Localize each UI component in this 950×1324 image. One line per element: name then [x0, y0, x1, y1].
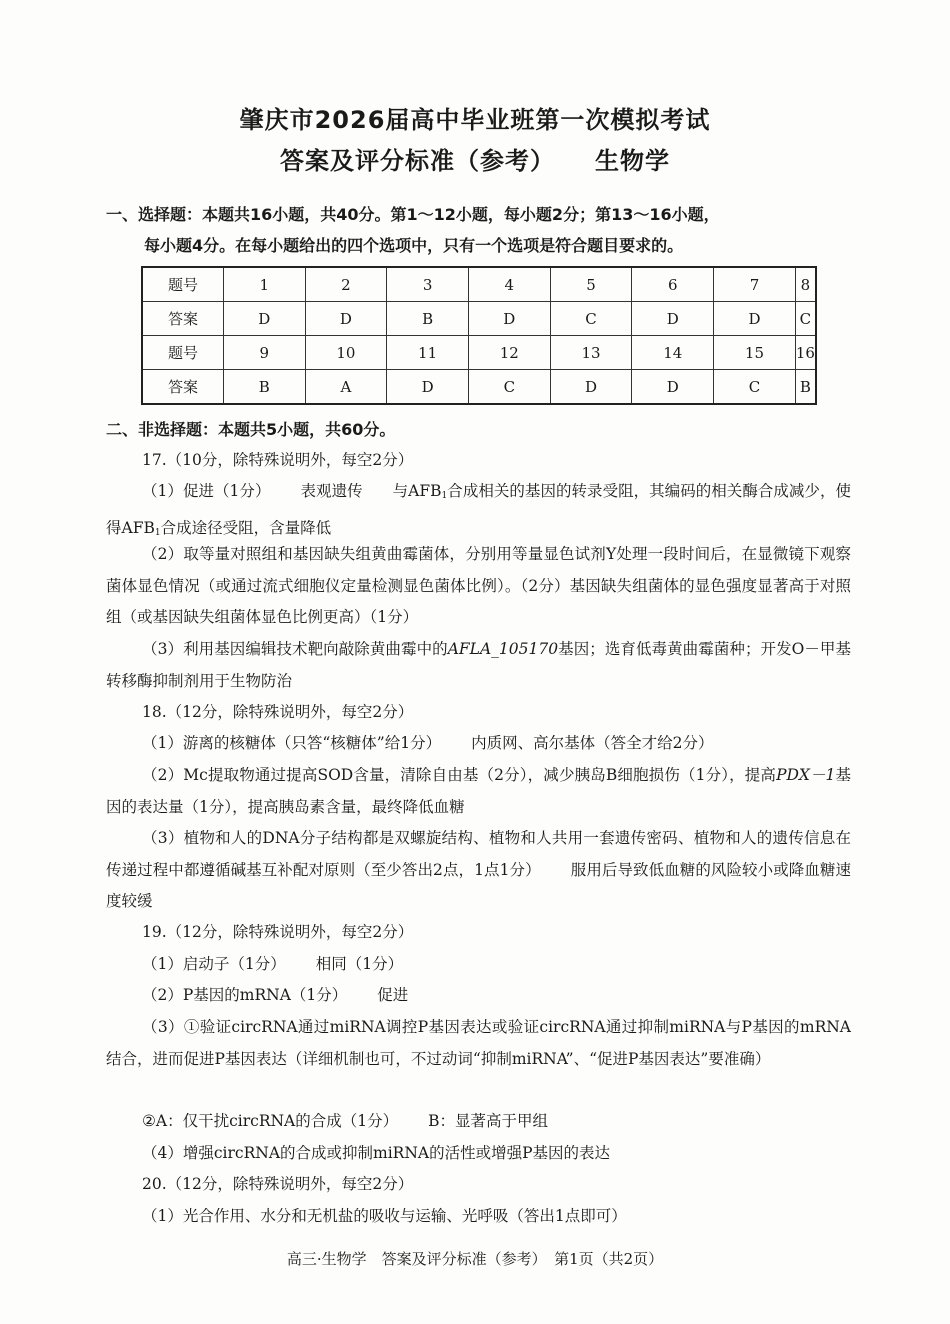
section1-line2: 每小题4分。在每小题给出的四个选项中，只有一个选项是符合题目要求的。	[144, 236, 684, 255]
q19-part2-b: 促进	[377, 986, 409, 1004]
q18-part2	[106, 760, 851, 823]
table-cell: 答案	[142, 302, 224, 336]
page-footer: 高三·生物学 答案及评分标准（参考） 第1页（共2页）	[286, 1250, 664, 1268]
table-row	[142, 336, 816, 370]
table-cell: 6	[632, 267, 714, 302]
q19-heading: 19.（12分，除特殊说明外，每空2分）	[142, 923, 414, 941]
q17-part2: （2）取等量对照组和基因缺失组黄曲霉菌体，分别用等量显色试剂Y处理一段时间后，在显微镜下观察菌体显色情况（或通过流式细胞仪定量检测显色菌体比例）。（2分）基因缺失组菌体的显色强度显著高于对照组（或基因缺失组菌体显色比例更高）（1分）	[106, 545, 851, 626]
table-cell: 7	[714, 267, 796, 302]
table-cell: C	[468, 370, 550, 405]
table-cell: B	[387, 302, 469, 336]
q17-heading: 17.（10分，除特殊说明外，每空2分）	[142, 451, 414, 469]
q18-part2-a: （2）Mc提取物通过提高SOD含量，清除自由基（2分），减少胰岛B细胞损伤（1分），提高	[142, 766, 777, 784]
table-cell: 1	[224, 267, 305, 302]
q19-part4: （4）增强circRNA的合成或抑制miRNA的活性或增强P基因的表达	[142, 1144, 611, 1162]
table-cell: D	[387, 370, 469, 405]
table-cell: C	[714, 370, 796, 405]
table-cell: 题号	[142, 267, 224, 302]
table-cell: 14	[632, 336, 714, 370]
section1-line1: 一、选择题：本题共16小题，共40分。第1～12小题，每小题2分；第13～16小题，	[106, 205, 720, 224]
table-cell: 5	[550, 267, 632, 302]
table-cell: 15	[714, 336, 796, 370]
q17-part1-b: 表观遗传	[300, 482, 363, 500]
table-cell: D	[550, 370, 632, 405]
table-cell: D	[224, 302, 305, 336]
q20-part1: （1）光合作用、水分和无机盐的吸收与运输、光呼吸（答出1点即可）	[142, 1207, 627, 1225]
table-cell: D	[632, 302, 714, 336]
q19-part3-2b: B：显著高于甲组	[428, 1112, 549, 1130]
exam-title: 肇庆市2026届高中毕业班第一次模拟考试	[239, 106, 711, 134]
table-cell: 12	[468, 336, 550, 370]
q17-gene-name: AFLA_105170	[447, 640, 559, 658]
q20-heading: 20.（12分，除特殊说明外，每空2分）	[142, 1175, 414, 1193]
q17-part1-sub2: 1	[154, 527, 161, 538]
table-cell: C	[550, 302, 632, 336]
table-cell: 9	[224, 336, 305, 370]
q19-part3: （3）①验证circRNA通过miRNA调控P基因表达或验证circRNA通过抑制miRNA与P基因的mRNA结合，进而促进P基因表达（详细机制也可，不过动词“抑制miRNA”、“促进P基因表达”要准确）	[106, 1018, 851, 1068]
table-cell: B	[795, 370, 816, 405]
q19-part3-2	[106, 1106, 851, 1138]
q17-part1-d: 合成相关的基因的转录受阻，其编码的相关酶合成减少，使得AFB	[106, 482, 851, 537]
table-cell: 10	[305, 336, 387, 370]
table-row	[142, 370, 816, 405]
q17-part3	[106, 634, 851, 697]
q17-part1-e: 合成途径受阻，含量降低	[160, 518, 332, 537]
q18-part2-b: 基因的表达量（1分），提高胰岛素含量，最终降低血糖	[106, 766, 851, 816]
subject-text: 生物学	[595, 147, 670, 175]
table-cell: D	[305, 302, 387, 336]
table-cell: 13	[550, 336, 632, 370]
q18-heading: 18.（12分，除特殊说明外，每空2分）	[142, 703, 414, 721]
section2-heading: 二、非选择题：本题共5小题，共60分。	[106, 420, 396, 439]
q18-part3-b: 服用后导致低血糖的风险较小或降血糖速度较缓	[106, 860, 851, 910]
q17-part1-c: 与AFB	[392, 482, 442, 500]
table-row	[142, 267, 816, 302]
table-cell: 8	[795, 267, 816, 302]
table-cell: 11	[387, 336, 469, 370]
q17-part1-sub: 1	[441, 491, 448, 501]
q18-part1-b: 内质网、高尔基体（答全才给2分）	[471, 734, 714, 752]
q19-part1-a: （1）启动子（1分）	[142, 955, 286, 973]
q19-part2-a: （2）P基因的mRNA（1分）	[142, 986, 348, 1004]
q18-part3	[106, 823, 851, 918]
answer-table	[141, 266, 817, 405]
q17-part1-a: （1）促进（1分）	[142, 482, 271, 500]
table-cell: D	[632, 370, 714, 405]
q19-part1	[106, 949, 851, 981]
table-cell: C	[795, 302, 816, 336]
q19-part3-2a: ②A：仅干扰circRNA的合成（1分）	[142, 1112, 399, 1130]
section1-heading	[106, 199, 851, 261]
table-cell: A	[305, 370, 387, 405]
q18-part1	[106, 728, 851, 760]
table-cell: D	[714, 302, 796, 336]
q19-part2	[106, 980, 851, 1012]
q17-part3-b: 基因；选育低毒黄曲霉菌种；开发O－甲基转移酶抑制剂用于生物防治	[106, 640, 851, 690]
q18-part3-a: （3）植物和人的DNA分子结构都是双螺旋结构、植物和人共用一套遗传密码、植物和人的遗传信息在传递过程中都遵循碱基互补配对原则（至少答出2点，1点1分）	[106, 829, 851, 879]
table-cell: D	[468, 302, 550, 336]
exam-subtitle	[0, 141, 950, 176]
q17-part3-a: （3）利用基因编辑技术靶向敲除黄曲霉中的	[142, 640, 448, 658]
table-cell: 3	[387, 267, 469, 302]
q18-part1-a: （1）游离的核糖体（只答“核糖体”给1分）	[142, 734, 442, 752]
table-cell: B	[224, 370, 305, 405]
q18-gene-name: PDX－1	[776, 766, 836, 784]
q19-part1-b: 相同（1分）	[315, 955, 404, 973]
table-cell: 答案	[142, 370, 224, 405]
table-cell: 题号	[142, 336, 224, 370]
table-cell: 4	[468, 267, 550, 302]
subtitle-text: 答案及评分标准（参考）	[280, 147, 555, 175]
table-cell: 2	[305, 267, 387, 302]
table-cell: 16	[795, 336, 816, 370]
table-row	[142, 302, 816, 336]
